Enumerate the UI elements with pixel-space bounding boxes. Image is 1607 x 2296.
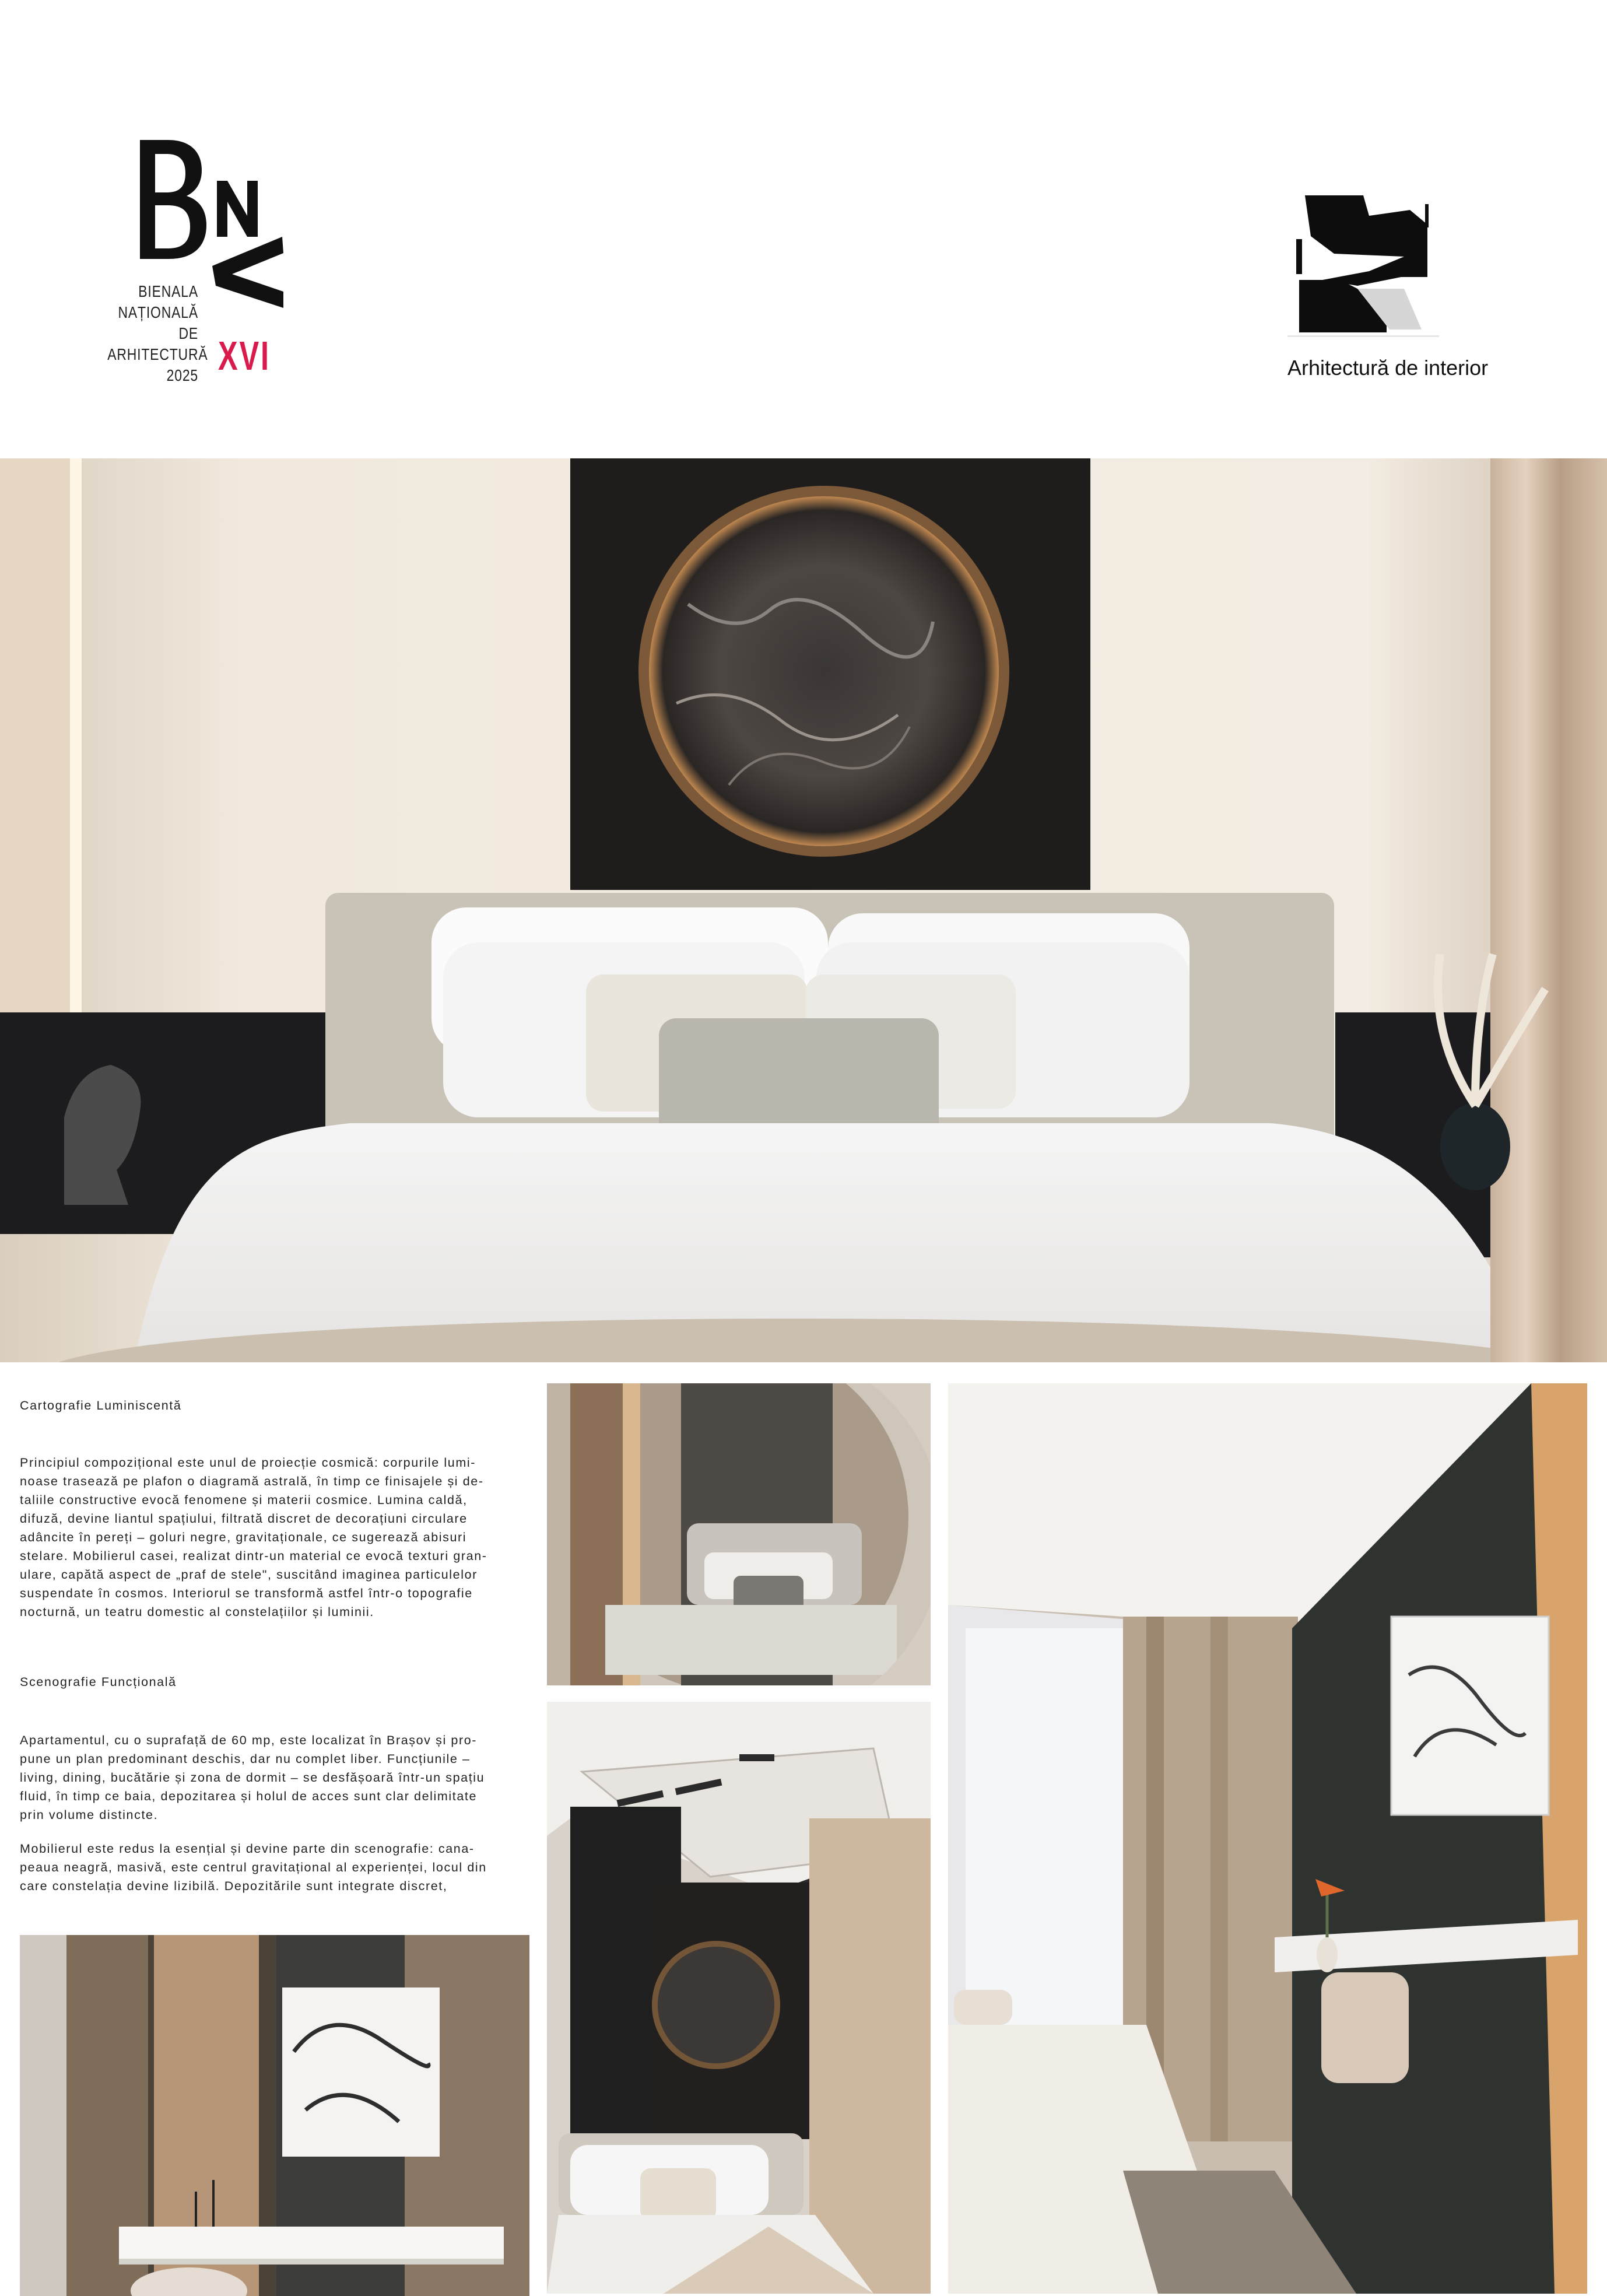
section-2-body: [20, 1731, 519, 1824]
s2b-line-1: Mobilierul este redus la esențial și devine parte din scenografie: cana-: [20, 1842, 475, 1856]
s1-line-5: adâncite în pereți – goluri negre, gravitaționale, ce sugerează abisuri: [20, 1530, 467, 1544]
section-1-body: [20, 1453, 519, 1621]
section-1-title: Cartografie Luminiscentă: [20, 1398, 182, 1412]
console-artwork-photo: [20, 1935, 529, 2296]
s2b-line-2: peaua neagră, masivă, este centrul gravitațional al experienței, locul din: [20, 1860, 487, 1874]
bna-edition: XVI: [218, 333, 271, 378]
s1-line-9: nocturnă, un teatru domestic al constelațiilor și luminii.: [20, 1605, 374, 1619]
s2-line-2: pune un plan predominant deschis, dar nu complet liber. Funcțiunile –: [20, 1752, 471, 1766]
hero-bedroom-photo: [0, 458, 1607, 1362]
s2-line-1: Apartamentul, cu o suprafață de 60 mp, este localizat în Brașov și pro-: [20, 1733, 478, 1747]
section-label: Arhitectură de interior: [1287, 356, 1489, 380]
mirror-reflection-photo: [547, 1383, 931, 1685]
bna-line-4: ARHITECTURĂ: [107, 345, 208, 363]
bna-line-2: NAȚIONALĂ: [118, 303, 198, 321]
s2-line-4: fluid, în timp ce baia, depozitarea și holul de acces sunt clar delimitate: [20, 1789, 478, 1803]
section-2-title: Scenografie Funcțională: [20, 1675, 177, 1689]
s1-line-6: stelare. Mobilierul casei, realizat dintr-un material ce evocă texturi gran-: [20, 1549, 487, 1563]
s1-line-1: Principiul compozițional este unul de proiecție cosmică: corpurile lumi-: [20, 1456, 476, 1470]
s1-line-2: noase trasează pe plafon o diagramă astrală, în timp ce finisajele și de-: [20, 1474, 484, 1488]
bna-line-1: BIENALA: [138, 282, 198, 300]
s2-line-3: living, dining, bucătărie și zona de dormit – se desfășoară într-un spațiu: [20, 1771, 485, 1785]
interior-architecture-logo: [1287, 192, 1439, 344]
s2-line-5: prin volume distincte.: [20, 1808, 159, 1822]
bedroom-ceiling-lights-photo: [547, 1702, 931, 2294]
bna-line-5: 2025: [166, 366, 198, 384]
bna-title-lines: [107, 281, 208, 386]
bedroom-window-console-photo: [948, 1383, 1587, 2294]
s1-line-7: ulare, capătă aspect de „praf de stele", suscitând imaginea particulelor: [20, 1568, 478, 1582]
section-2b-body: [20, 1839, 519, 1895]
s2b-line-3: care constelația devine lizibilă. Depozitările sunt integrate discret,: [20, 1879, 448, 1893]
bna-line-3: DE: [178, 324, 198, 342]
interior-architecture-icon: [1287, 192, 1439, 344]
s1-line-8: suspendate în cosmos. Interiorul se transformă astfel într-o topografie: [20, 1586, 473, 1600]
s1-line-3: taliile constructive evocă fenomene și materii cosmice. Lumina caldă,: [20, 1493, 468, 1507]
s1-line-4: difuză, devine liantul spațiului, filtrată discret de decorațiuni circulare: [20, 1512, 468, 1526]
